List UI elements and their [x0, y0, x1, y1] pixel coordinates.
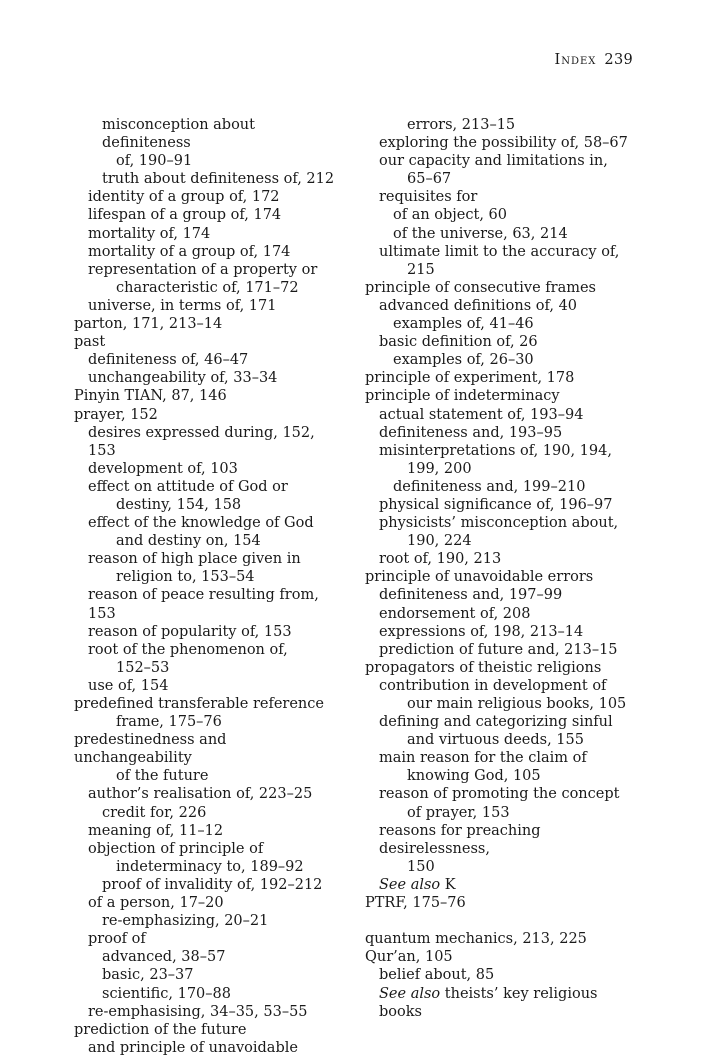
index-entry: Qur’an, 105	[365, 949, 453, 966]
index-entry: main reason for the claim of	[379, 750, 587, 767]
index-entry: author’s realisation of, 223–25	[88, 786, 313, 803]
index-entry: Pinyin TIAN, 87, 146	[74, 388, 227, 405]
index-entry: of an object, 60	[393, 207, 508, 224]
index-entry: misconception about definiteness	[102, 117, 255, 152]
index-entry: ultimate limit to the accuracy of,	[379, 243, 620, 260]
index-entry: reason of promoting the concept	[379, 786, 620, 803]
index-entry: principle of experiment, 178	[365, 370, 575, 387]
see-also-target: K	[440, 876, 456, 893]
index-entry: identity of a group of, 172	[88, 189, 280, 206]
index-entry: truth about definiteness of, 212	[102, 171, 335, 188]
index-entry: representation of a property or	[88, 261, 318, 278]
index-entry: 190, 224	[407, 533, 472, 550]
index-entry	[365, 985, 640, 1021]
index-entry: actual statement of, 193–94	[379, 406, 584, 423]
index-entry: endorsement of, 208	[379, 605, 531, 622]
index-entry: mortality of, 174	[88, 225, 211, 242]
index-entry: credit for, 226	[102, 804, 207, 821]
index-entry: 199, 200	[407, 460, 472, 477]
index-column-right	[365, 116, 640, 1021]
index-entry: expressions of, 198, 213–14	[379, 623, 584, 640]
index-entry: examples of, 26–30	[393, 352, 534, 369]
index-entry: proof of invalidity of, 192–212	[102, 876, 323, 893]
index-entry: religion to, 153–54	[116, 569, 255, 586]
index-entry: exploring the possibility of, 58–67	[379, 135, 628, 152]
see-also-label: See also	[379, 876, 441, 893]
index-entry: 65–67	[407, 171, 452, 188]
index-entry: definiteness of, 46–47	[88, 352, 249, 369]
index-entry: of a person, 17–20	[88, 895, 224, 912]
index-entry: re-emphasising, 34–35, 53–55	[88, 1003, 308, 1020]
index-entry: principle of indeterminacy	[365, 388, 560, 405]
index-entry: predefined transferable reference	[74, 696, 324, 712]
index-entry: errors, 213–15	[407, 117, 516, 133]
index-entry: principle of unavoidable errors	[365, 569, 594, 586]
index-entry: misinterpretations of, 190, 194,	[379, 442, 612, 459]
index-gap	[365, 912, 640, 930]
see-also-target: theists’ key religious books	[379, 985, 598, 1020]
index-entry: predestinedness and unchangeability	[74, 732, 227, 767]
index-entry: and virtuous deeds, 155	[407, 732, 584, 749]
index-entry: 215	[407, 261, 435, 278]
index-entry: past	[74, 334, 106, 351]
page-number: 239	[604, 52, 633, 68]
index-entry: 152–53	[116, 659, 170, 676]
index-entry: reason of high place given in	[88, 551, 301, 568]
index-entry: desires expressed during, 152, 153	[88, 424, 315, 459]
index-entry: of the future	[116, 768, 209, 785]
index-entry: meaning of, 11–12	[88, 822, 224, 839]
index-entry: 150	[407, 858, 435, 875]
index-entry: and destiny on, 154	[116, 533, 261, 550]
index-entry: prediction of the future	[74, 1021, 247, 1038]
index-entry: knowing God, 105	[407, 768, 541, 785]
index-column-left	[74, 116, 344, 1057]
index-entry: physicists’ misconception about,	[379, 515, 619, 532]
index-entry: development of, 103	[88, 460, 238, 477]
index-entry: our main religious books, 105	[407, 696, 627, 712]
index-entry: principle of consecutive frames	[365, 279, 596, 296]
index-entry: characteristic of, 171–72	[116, 279, 299, 296]
index-entry: our capacity and limitations in,	[379, 153, 608, 170]
index-entry: quantum mechanics, 213, 225	[365, 931, 587, 948]
index-entry: definiteness and, 197–99	[379, 587, 563, 604]
index-entry: defining and categorizing sinful	[379, 714, 613, 731]
index-entry: advanced, 38–57	[102, 949, 226, 966]
index-entry: physical significance of, 196–97	[379, 496, 613, 513]
index-entry: propagators of theistic religions	[365, 659, 602, 676]
index-entry: mortality of a group of, 174	[88, 243, 291, 260]
index-entry: of prayer, 153	[407, 804, 510, 821]
index-entry: prediction of future and, 213–15	[379, 641, 618, 658]
index-entry: root of the phenomenon of,	[88, 641, 288, 658]
index-entry: objection of principle of	[88, 840, 264, 857]
index-entry: basic definition of, 26	[379, 334, 538, 351]
index-entry: contribution in development of	[379, 677, 607, 694]
see-also-label: See also	[379, 985, 441, 1002]
index-entry: PTRF, 175–76	[365, 895, 466, 912]
index-entry: parton, 171, 213–14	[74, 316, 223, 333]
index-entry: of, 190–91	[116, 153, 193, 170]
index-entry: reason of popularity of, 153	[88, 623, 292, 640]
index-entry: definiteness and, 193–95	[379, 424, 563, 441]
index-entry: advanced definitions of, 40	[379, 297, 578, 314]
section-title: Index	[554, 52, 597, 68]
index-entry: reasons for preaching desirelessness,	[379, 822, 541, 857]
index-entry: effect of the knowledge of God	[88, 515, 314, 532]
index-entry: use of, 154	[88, 677, 169, 694]
index-entry: universe, in terms of, 171	[88, 297, 277, 314]
index-entry: belief about, 85	[379, 967, 495, 984]
running-header	[555, 52, 634, 68]
index-entry: prayer, 152	[74, 406, 158, 423]
index-entry: effect on attitude of God or	[88, 478, 288, 495]
index-entry: proof of	[88, 931, 146, 948]
index-entry: definiteness and, 199–210	[393, 478, 586, 495]
index-entry: indeterminacy to, 189–92	[116, 858, 304, 875]
index-entry: and principle of unavoidable	[88, 1039, 298, 1056]
index-entry	[365, 876, 640, 894]
index-entry: examples of, 41–46	[393, 316, 534, 333]
index-entry: basic, 23–37	[102, 967, 194, 984]
index-entry: of the universe, 63, 214	[393, 225, 568, 242]
index-entry: frame, 175–76	[116, 714, 222, 731]
index-entry: requisites for	[379, 189, 478, 206]
index-entry: re-emphasizing, 20–21	[102, 913, 269, 930]
index-entry: lifespan of a group of, 174	[88, 207, 282, 224]
index-entry: reason of peace resulting from, 153	[88, 587, 319, 622]
index-entry: scientific, 170–88	[102, 985, 231, 1002]
index-entry: unchangeability of, 33–34	[88, 370, 278, 387]
index-entry: root of, 190, 213	[379, 551, 502, 568]
index-entry: destiny, 154, 158	[116, 496, 242, 513]
